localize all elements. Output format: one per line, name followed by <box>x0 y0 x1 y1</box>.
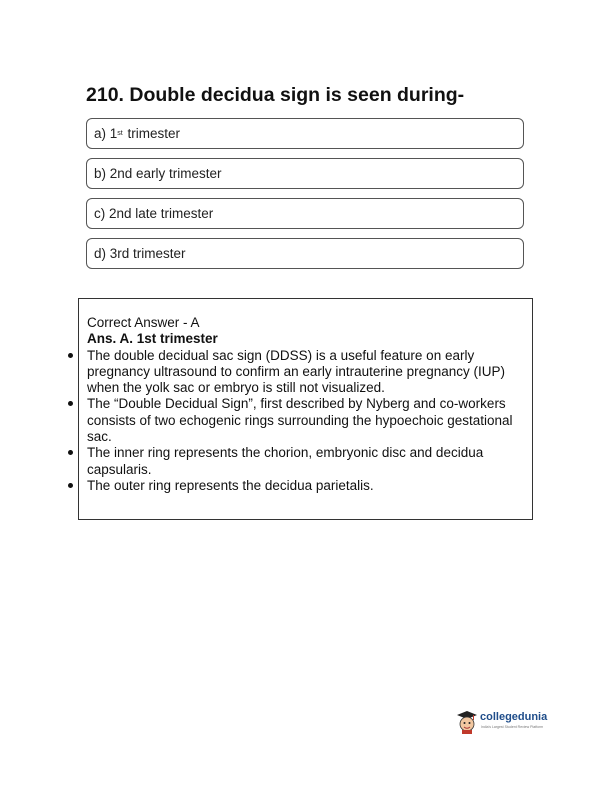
logo-tagline: India's Largest Student Review Platform <box>481 725 544 729</box>
explanation-point-text: The “Double Decidual Sign”, first described by Nyberg and co-workers consists of two echogenic rings surrounding the hypoechoic gestational sac. <box>87 396 513 445</box>
bullet-icon <box>68 401 73 406</box>
explanation-point <box>87 348 527 397</box>
collegedunia-logo <box>456 710 561 734</box>
explanation-point-text: The outer ring represents the decidua parietalis. <box>87 477 374 493</box>
question-title: 210. Double decidua sign is seen during- <box>86 84 465 106</box>
explanation-point <box>87 396 527 445</box>
bullet-icon <box>68 450 73 455</box>
option-b[interactable]: b) 2nd early trimester <box>86 158 524 189</box>
explanation-point-text: The double decidual sac sign (DDSS) is a useful feature on early pregnancy ultrasound to confirm an early intrauterine pregnancy (IUP) when the yolk sac or embryo is still not visualized. <box>87 347 505 396</box>
explanation-list <box>87 348 527 495</box>
option-a[interactable] <box>86 118 524 149</box>
logo-wordmark: collegedunia <box>480 711 548 723</box>
option-a-prefix: a) 1 <box>94 126 118 141</box>
option-c[interactable]: c) 2nd late trimester <box>86 198 524 229</box>
answer-content <box>87 315 527 494</box>
answer-explanation-box <box>78 298 533 520</box>
option-d[interactable]: d) 3rd trimester <box>86 238 524 269</box>
bullet-icon <box>68 353 73 358</box>
explanation-point <box>87 445 527 478</box>
explanation-point <box>87 478 527 494</box>
correct-answer-label: Correct Answer - A <box>87 315 200 330</box>
bullet-icon <box>68 483 73 488</box>
answer-heading: Ans. A. 1st trimester <box>87 331 218 347</box>
explanation-point-text: The inner ring represents the chorion, embryonic disc and decidua capsularis. <box>87 445 484 477</box>
option-a-superscript: st <box>117 130 123 137</box>
option-a-suffix: trimester <box>123 126 180 141</box>
graduate-mascot-icon <box>456 710 478 734</box>
